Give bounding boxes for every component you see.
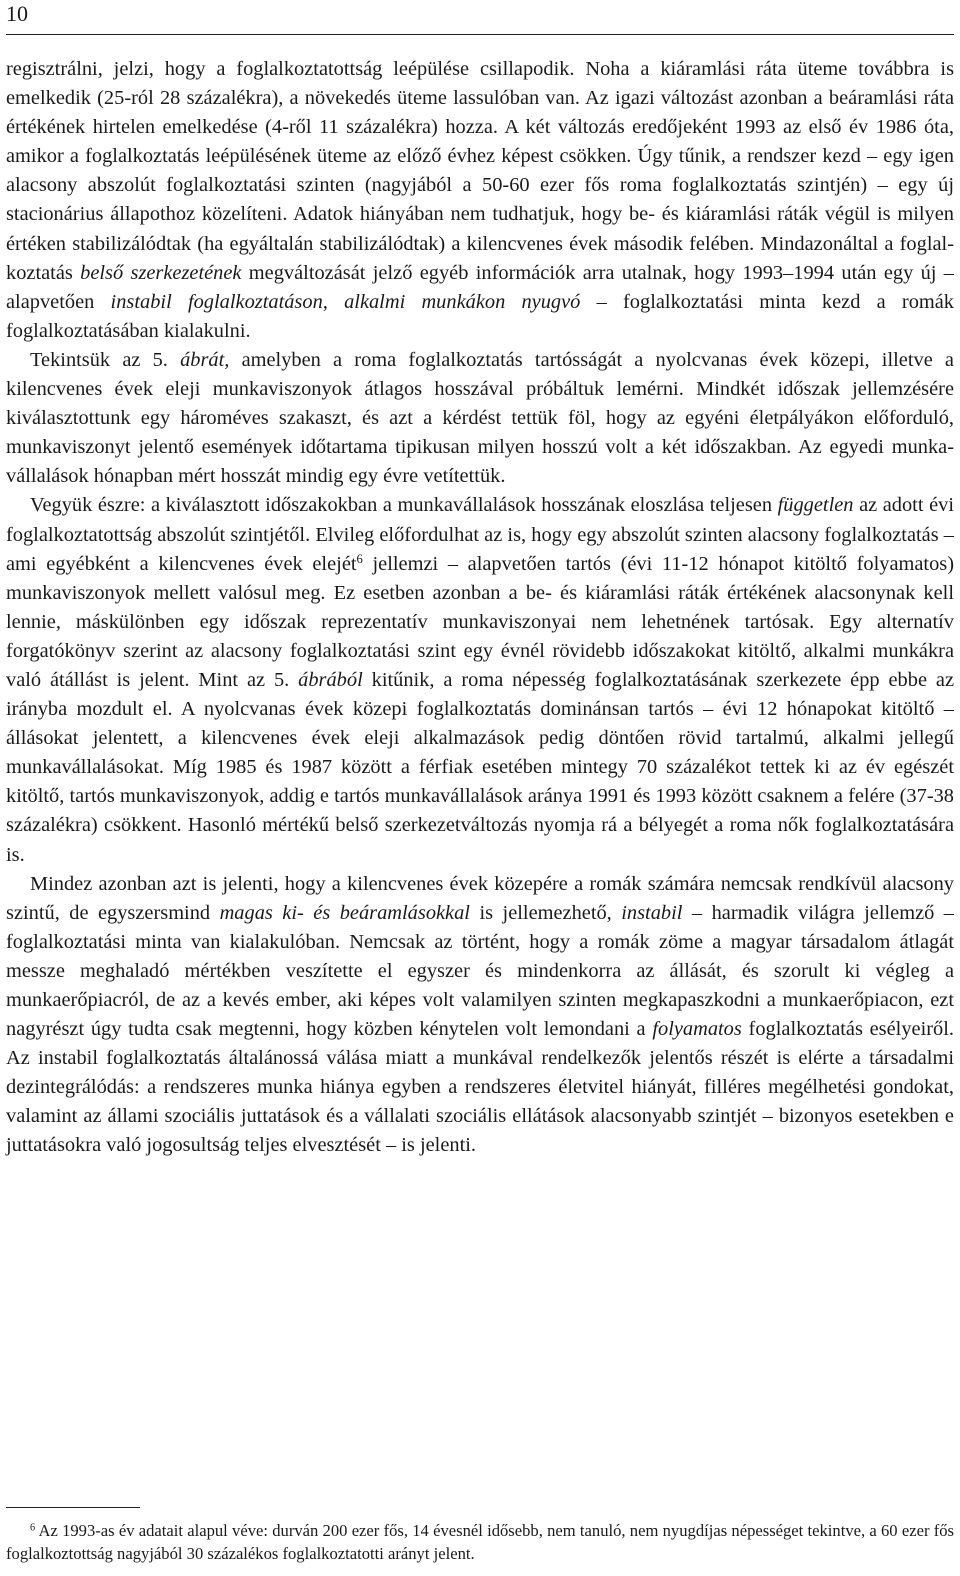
emphasis-text: belső szerkezetének bbox=[80, 261, 242, 284]
text-run: Tekintsük az 5. bbox=[30, 348, 181, 371]
text-run: Vegyük észre: a kiválasztott időszakokban a munkavállalások hosszának eloszlása teljesen bbox=[30, 494, 778, 517]
text-run: is jellemezhető, bbox=[469, 901, 622, 924]
paragraph-1 bbox=[6, 55, 954, 346]
footnote bbox=[6, 1519, 954, 1565]
footnote-reference: 6 bbox=[356, 551, 363, 566]
text-run: az adott évi foglalkoztatottság abszolút szintjétől. Elvileg előfordulhat az is, hogy egy abszolút szinten alacsony foglalkoztatás – ami egyébként a kilencvenes évek elejét bbox=[6, 494, 954, 575]
paragraph-4 bbox=[6, 870, 954, 1161]
text-run: jellemzi – alapvetően tartós (évi 11-12 hónapot kitöltő folyamatos) munkaviszonyok mellett valósul meg. Ez esetben azonban a be- és kiáramlási ráták értékének alacsonynak kell lennie, máskülönben egy időszak reprezentatív munkaviszonyai nem lehetnének tartósak. Egy alternatív forgatókönyv szerint az alacsony foglalkoztatási szint egy évnél rövidebb időszakokat kitöltő, alkalmi munkákra való átállást is jelent. Mint az 5. bbox=[6, 552, 954, 691]
emphasis-text: magas ki- és beáramlásokkal bbox=[219, 901, 470, 924]
body-text bbox=[6, 55, 954, 1161]
emphasis-text: ábrából bbox=[298, 668, 363, 691]
emphasis-text: instabil bbox=[621, 901, 683, 924]
emphasis-text: független bbox=[777, 494, 854, 517]
text-run: amelyben a roma foglalkoztatás tartósságát a nyolcvanas évek közepi, illetve a kilencvenes évek eleji munkaviszonyok átlagos hosszával próbáltuk lemérni. Mindkét időszak jellemzésére kiválasztottunk egy hároméves szakaszt, és azt a kérdést tettük föl, hogy az egyéni életpályákon előforduló, munkaviszonyt jelentő események időtartama tipikusan milyen hosszú volt a két időszakban. Az egyedi munkavállalások hónapban mért hosszát mindig egy évre vetítettük. bbox=[6, 348, 954, 488]
emphasis-text: instabil foglalkoztatáson, alkalmi munkákon nyugvó bbox=[110, 290, 581, 313]
emphasis-text: ábrát, bbox=[180, 348, 230, 371]
footnote-6 bbox=[6, 1519, 954, 1565]
paragraph-2 bbox=[6, 346, 954, 491]
footnote-marker: 6 bbox=[30, 1522, 36, 1534]
page-number: 10 bbox=[6, 1, 28, 26]
text-run: Mindez azonban azt is jelenti, hogy a kilencvenes évek közepére a romák számára nemcsak rendkívül alacsony szintű, de egyszersmind bbox=[6, 872, 954, 924]
text-run: foglalkoztatás esélyeiről. Az instabil foglalkoztatás általánossá válása miatt a munkával rendelkezők jelentős részét is elérte a társadalmi dezintegrálódás: a rendszeres munka hiánya egyben a rendszeres életvitel hiányát, filléres megélhetési gondokat, valamint az állami szociális juttatások és a vállalati szociális ellátások alacsonyabb szintjét – bizonyos esetekben e juttatásokra való jogosultság teljes elvesztését – is jelenti. bbox=[6, 1018, 954, 1157]
text-run: – harmadik világra jellemző – foglalkoztatási minta van kialakulóban. Nemcsak az történt, hogy a romák zöme a magyar társadalom átlagát messze meghaladó mértékben veszítette el egyszer és mindenkorra az állását, és szorult ki végleg a munkaerőpiacról, de az a kevés ember, aki képes volt valamilyen szinten megkapaszkodni a munkaerőpiacon, ezt nagyrészt úgy tudta csak megtenni, hogy közben kénytelen volt lemondani a bbox=[6, 901, 955, 1041]
text-run: megváltozását jelző egyéb információk arra utalnak, hogy 1993–1994 után egy új – alapvetően bbox=[6, 261, 954, 313]
text-run: kitűnik, a roma népesség foglalkoztatásának szerkezete épp ebbe az irányba mozdult el. A nyolcvanas évek közepi foglalkoztatás dominánsan tartós – évi 12 hónapokat kitöltő – állásokat jelentett, a kilencvenes évek eleji alkalmazások pedig döntően rövid tartalmú, alkalmi jellegű munkavállalásokat. Míg 1985 és 1987 között a férfiak esetében mintegy 70 százalékot tettek ki az év egészét kitöltő, tartós munkaviszonyok, addig e tartós munkavállalások aránya 1991 és 1993 között csaknem a felére (37-38 százalékra) csökkent. Hasonló mértékű belső szerkezetváltozás nyomja rá a bélyegét a roma nők foglalkoztatására is. bbox=[6, 668, 954, 866]
text-run: – foglalkoztatási minta kezd a romák foglalkoztatásában kialakulni. bbox=[6, 290, 955, 342]
emphasis-text: folyamatos bbox=[652, 1018, 742, 1041]
footnote-text: Az 1993-as év adatait alapul véve: durván 200 ezer fős, 14 évesnél idősebb, nem tanuló, nem nyugdíjas népességet tekintve, a 60 ezer fős foglalkoztottság nagyjából 30 százalékos foglalkoztatotti arányt jelent. bbox=[6, 1521, 954, 1563]
page-header bbox=[6, 0, 954, 35]
text-run: regisztrálni, jelzi, hogy a foglalkoztatottság leépülése csillapodik. Noha a kiáramlási ráta üteme továbbra is emelkedik (25-ról 28 százalékra), a növekedés üteme lassulóban van. Az igazi változást azonban a beáramlási ráta értékének hirtelen emelkedése (4-ről 11 százalékra) hozza. A két változás eredőjeként 1993 az első év 1986 óta, amikor a foglalkoztatás leépülésének üteme az előző évhez képest csökken. Úgy tűnik, a rendszer kezd – egy igen alacsony abszolút foglalkoztatási szinten (nagyjából a 50-60 ezer fős roma foglalkoztatás szintjén) – egy új stacionárius állapothoz közelíteni. Adatok hiányában nem tudhatjuk, hogy be- és kiáramlási ráták végül is milyen értéken stabilizálódtak (ha egyáltalán stabilizálódtak) a kilencvenes évek második felében. Mindazonáltal a foglalkoztatás bbox=[6, 58, 954, 284]
footnote-divider bbox=[6, 1507, 140, 1508]
paragraph-3 bbox=[6, 491, 954, 869]
